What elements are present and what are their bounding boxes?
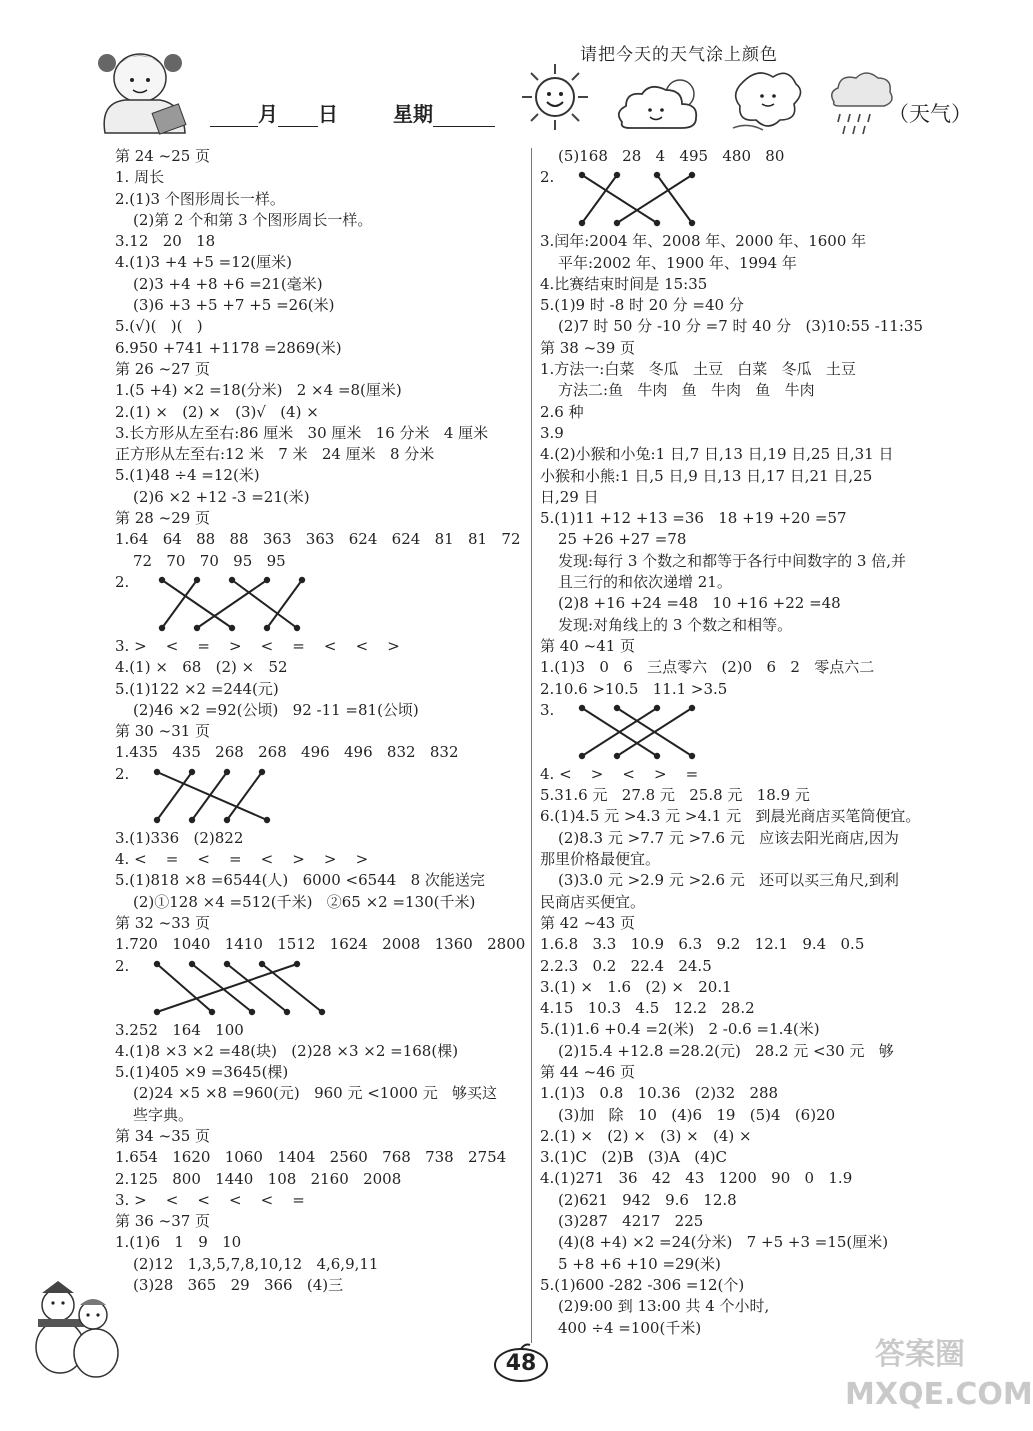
- page-number-text: 48: [505, 1351, 537, 1376]
- match-dot: [189, 817, 195, 823]
- answer-line: (2)3 +4 +8 +6 =21(毫米): [133, 274, 323, 293]
- match-dot: [284, 1008, 290, 1014]
- match-line: [162, 580, 197, 628]
- answer-line: 4.(2)小猴和小兔:1 日,7 日,13 日,19 日,25 日,31 日: [540, 445, 894, 464]
- answer-line: 正方形从左至右:12 米 7 米 24 厘米 8 分米: [115, 445, 435, 464]
- match-line: [192, 772, 227, 820]
- match-dot: [654, 172, 660, 178]
- match-dot: [689, 753, 695, 759]
- answer-line: 4. < = < = < > > >: [115, 850, 369, 869]
- answer-line: 3.(1) × 1.6 (2) × 20.1: [540, 977, 732, 996]
- rain-icon[interactable]: [826, 66, 896, 138]
- answer-line: 1.64 64 88 88 363 363 624 624 81 81 72: [115, 530, 521, 549]
- match-line: [192, 964, 252, 1012]
- watermark-text: 答案圈 MXQE.COM: [845, 1337, 1033, 1412]
- answer-line: 1.6.8 3.3 10.9 6.3 9.2 12.1 9.4 0.5: [540, 935, 865, 954]
- answer-line: 2.: [115, 764, 545, 828]
- answer-line: 且三行的和依次递增 21。: [558, 573, 732, 592]
- answer-line: 4.(1)271 36 42 43 1200 90 0 1.9: [540, 1169, 853, 1188]
- answer-line: 2.: [115, 956, 545, 1020]
- answer-line: 25 +26 +27 =78: [558, 530, 687, 549]
- match-dot: [264, 817, 270, 823]
- match-dot: [259, 960, 265, 966]
- match-line: [267, 580, 302, 628]
- answer-line: 些字典。: [133, 1105, 194, 1124]
- match-dot: [294, 625, 300, 631]
- answer-line: 日,29 日: [540, 487, 599, 506]
- section-heading: 第 44 ~46 页: [540, 1062, 636, 1081]
- match-dot: [154, 769, 160, 775]
- answer-line: 2.6 种: [540, 402, 584, 421]
- sun-icon[interactable]: [520, 62, 590, 132]
- match-dot: [249, 1008, 255, 1014]
- answer-line: 1. 周长: [115, 168, 165, 187]
- match-dot: [264, 625, 270, 631]
- match-dot: [224, 769, 230, 775]
- answer-line: 6.(1)4.5 元 >4.3 元 >4.1 元 到晨光商店买笔筒便宜。: [540, 807, 921, 826]
- answer-line: 3.闰年:2004 年、2008 年、2000 年、1600 年: [540, 232, 867, 251]
- weekday-blank[interactable]: [433, 106, 495, 127]
- match-dot: [229, 577, 235, 583]
- section-heading: 第 34 ~35 页: [115, 1126, 211, 1145]
- answer-line: 5 +8 +6 +10 =29(米): [558, 1254, 721, 1273]
- match-line: [657, 175, 692, 223]
- day-blank[interactable]: [278, 106, 318, 127]
- match-line: [582, 175, 657, 223]
- match-dot: [579, 705, 585, 711]
- answer-line: 2.(1) × (2) × (3)√ (4) ×: [115, 402, 319, 421]
- answer-line: (3)6 +3 +5 +7 +5 =26(米): [133, 296, 335, 315]
- match-line: [162, 580, 232, 628]
- answer-line: 1.435 435 268 268 496 496 832 832: [115, 743, 459, 762]
- partly-cloudy-icon[interactable]: [612, 72, 712, 134]
- answer-line: 1.方法一:白菜 冬瓜 土豆 白菜 冬瓜 土豆: [540, 360, 856, 379]
- section-heading: 第 30 ~31 页: [115, 722, 211, 741]
- answer-line: 平年:2002 年、1900 年、1994 年: [558, 253, 797, 272]
- snowman-illustration: [28, 1275, 128, 1380]
- answer-line: (4)(8 +4) ×2 =24(分米) 7 +5 +3 =15(厘米): [558, 1233, 889, 1252]
- answer-line: 3.12 20 18: [115, 232, 216, 251]
- answer-line: (2)7 时 50 分 -10 分 =7 时 40 分 (3)10:55 -11:35: [558, 317, 923, 336]
- answer-line: (2)8.3 元 >7.7 元 >7.6 元 应该去阳光商店,因为: [558, 828, 899, 847]
- match-line: [617, 175, 692, 223]
- page-header: [0, 0, 1000, 150]
- match-dot: [264, 577, 270, 583]
- match-dot: [189, 769, 195, 775]
- matching-diagram: [137, 956, 337, 1020]
- section-heading: 第 40 ~41 页: [540, 636, 636, 655]
- answer-line: 3. > < < < < =: [115, 1190, 305, 1209]
- match-dot: [159, 625, 165, 631]
- watermark: [845, 1335, 1033, 1425]
- date-fields: [210, 98, 495, 127]
- answer-line: 发现:对角线上的 3 个数之和相等。: [558, 615, 793, 634]
- answer-line: (2)15.4 +12.8 =28.2(元) 28.2 元 <30 元 够: [558, 1041, 894, 1060]
- answer-line: 5.(1)405 ×9 =3645(棵): [115, 1063, 289, 1082]
- matching-diagram: [562, 700, 702, 764]
- month-blank[interactable]: [210, 106, 258, 127]
- answer-line: 6.950 +741 +1178 =2869(米): [115, 338, 342, 357]
- match-dot: [579, 220, 585, 226]
- answer-line: 2.: [115, 572, 545, 636]
- answer-line: 400 ÷4 =100(千米): [558, 1318, 702, 1337]
- answer-line: 那里价格最便宜。: [540, 850, 661, 869]
- match-line: [227, 772, 262, 820]
- answer-line: 2.2.3 0.2 22.4 24.5: [540, 956, 712, 975]
- answer-line: 2.10.6 >10.5 11.1 >3.5: [540, 679, 728, 698]
- answer-line: 民商店买便宜。: [540, 892, 646, 911]
- match-dot: [294, 960, 300, 966]
- answer-line: 4.比赛结束时间是 15:35: [540, 274, 708, 293]
- answer-line: (2)621 942 9.6 12.8: [558, 1190, 737, 1209]
- section-heading: 第 42 ~43 页: [540, 913, 636, 932]
- answer-line: (3)287 4217 225: [558, 1212, 704, 1231]
- answer-line: 5.(1)48 ÷4 =12(米): [115, 466, 260, 485]
- answer-line: 3.252 164 100: [115, 1020, 244, 1039]
- answer-line: 5.(1)9 时 -8 时 20 分 =40 分: [540, 296, 744, 315]
- match-dot: [224, 817, 230, 823]
- match-dot: [654, 753, 660, 759]
- match-dot: [319, 1008, 325, 1014]
- match-dot: [159, 577, 165, 583]
- answer-line: 5.(1)600 -282 -306 =12(个): [540, 1275, 745, 1294]
- answer-line: 1.720 1040 1410 1512 1624 2008 1360 2800: [115, 935, 526, 954]
- answer-line: 5.(1)1.6 +0.4 =2(米) 2 -0.6 =1.4(米): [540, 1020, 820, 1039]
- match-dot: [194, 625, 200, 631]
- answer-line: 2.(1) × (2) × (3) × (4) ×: [540, 1126, 752, 1145]
- match-dot: [689, 705, 695, 711]
- match-dot: [154, 1008, 160, 1014]
- answer-line: 3. > < = > < = < < >: [115, 636, 400, 655]
- answer-line: 1.(5 +4) ×2 =18(分米) 2 ×4 =8(厘米): [115, 381, 402, 400]
- answer-line: 2.(1)3 个图形周长一样。: [115, 189, 285, 208]
- match-line: [157, 964, 297, 1012]
- month-label: 月: [258, 102, 278, 126]
- match-dot: [579, 172, 585, 178]
- answer-line: (2)6 ×2 +12 -3 =21(米): [133, 487, 310, 506]
- answer-line: 4. < > < > =: [540, 764, 699, 783]
- match-dot: [689, 220, 695, 226]
- weekday-label: 星期: [393, 102, 433, 126]
- answer-line: 4.(1) × 68 (2) × 52: [115, 658, 288, 677]
- girl-illustration: [85, 38, 205, 138]
- day-label: 日: [318, 102, 338, 126]
- answer-line: (2)24 ×5 ×8 =960(元) 960 元 <1000 元 够买这: [133, 1084, 498, 1103]
- weather-prompt: 请把今天的天气涂上颜色: [580, 45, 778, 65]
- weather-label: （天气）: [888, 102, 972, 126]
- answer-line: 5.(1)11 +12 +13 =36 18 +19 +20 =57: [540, 509, 847, 528]
- answer-line: 方法二:鱼 牛肉 鱼 牛肉 鱼 牛肉: [558, 381, 815, 400]
- match-dot: [579, 753, 585, 759]
- match-dot: [614, 172, 620, 178]
- answers-left-column: [115, 146, 545, 1296]
- answer-line: 4.(1)3 +4 +5 =12(厘米): [115, 253, 292, 272]
- match-dot: [614, 705, 620, 711]
- section-heading: 第 28 ~29 页: [115, 509, 211, 528]
- page-number: [492, 1343, 550, 1383]
- match-dot: [224, 960, 230, 966]
- answer-line: 5.(1)122 ×2 =244(元): [115, 679, 279, 698]
- match-dot: [654, 705, 660, 711]
- answer-line: (3)28 365 29 366 (4)三: [133, 1276, 344, 1295]
- answer-line: 2.125 800 1440 108 2160 2008: [115, 1169, 402, 1188]
- match-dot: [689, 172, 695, 178]
- answer-line: (2)8 +16 +24 =48 10 +16 +22 =48: [558, 594, 841, 613]
- answer-line: (2)9:00 到 13:00 共 4 个小时,: [558, 1297, 770, 1316]
- answer-line: 3.(1)C (2)B (3)A (4)C: [540, 1148, 728, 1167]
- answer-line: 3.(1)336 (2)822: [115, 828, 244, 847]
- match-dot: [194, 577, 200, 583]
- answer-line: 4.(1)8 ×3 ×2 =48(块) (2)28 ×3 ×2 =168(棵): [115, 1041, 459, 1060]
- answer-line: 3.: [540, 700, 970, 764]
- match-dot: [614, 753, 620, 759]
- match-line: [232, 580, 297, 628]
- section-heading: 第 26 ~27 页: [115, 359, 211, 378]
- match-dot: [154, 817, 160, 823]
- answer-line: 发现:每行 3 个数之和都等于各行中间数字的 3 倍,并: [558, 551, 906, 570]
- answer-line: 1.(1)3 0 6 三点零六 (2)0 6 2 零点六二: [540, 658, 875, 677]
- answer-line: 1.(1)6 1 9 10: [115, 1233, 242, 1252]
- answer-line: 4.15 10.3 4.5 12.2 28.2: [540, 999, 755, 1018]
- match-line: [157, 964, 212, 1012]
- answer-line: 5.31.6 元 27.8 元 25.8 元 18.9 元: [540, 786, 810, 805]
- section-heading: 第 24 ~25 页: [115, 147, 211, 165]
- match-dot: [614, 220, 620, 226]
- answer-line: (2)①128 ×4 =512(千米) ②65 ×2 =130(千米): [133, 892, 476, 911]
- answers-right-column: [540, 146, 970, 1339]
- match-line: [582, 175, 617, 223]
- matching-diagram: [562, 167, 702, 231]
- answer-line: 3.9: [540, 423, 564, 442]
- match-dot: [209, 1008, 215, 1014]
- section-heading: 第 32 ~33 页: [115, 913, 211, 932]
- column-divider: [531, 148, 532, 1343]
- match-line: [262, 964, 322, 1012]
- match-dot: [229, 625, 235, 631]
- matching-diagram: [137, 764, 287, 828]
- section-heading: 第 36 ~37 页: [115, 1212, 211, 1231]
- answer-line: 1.654 1620 1060 1404 2560 768 738 2754: [115, 1148, 507, 1167]
- answer-line: 72 70 70 95 95: [133, 551, 286, 570]
- match-dot: [299, 577, 305, 583]
- answer-line: (3)加 除 10 (4)6 19 (5)4 (6)20: [558, 1105, 836, 1124]
- windy-icon[interactable]: [728, 62, 808, 137]
- match-dot: [189, 960, 195, 966]
- match-dot: [154, 960, 160, 966]
- match-dot: [259, 769, 265, 775]
- matching-diagram: [137, 572, 327, 636]
- answer-line: (2)46 ×2 =92(公顷) 92 -11 =81(公顷): [133, 700, 419, 719]
- answer-line: 3.长方形从左至右:86 厘米 30 厘米 16 分米 4 厘米: [115, 423, 489, 442]
- section-heading: 第 38 ~39 页: [540, 338, 636, 357]
- answer-line: (5)168 28 4 495 480 80: [558, 147, 785, 165]
- match-dot: [654, 220, 660, 226]
- answer-line: 5.(√)( )( ): [115, 317, 203, 336]
- answer-line: 5.(1)818 ×8 =6544(人) 6000 <6544 8 次能送完: [115, 871, 485, 890]
- match-line: [197, 580, 267, 628]
- answer-line: (2)第 2 个和第 3 个图形周长一样。: [133, 210, 373, 229]
- answer-line: (3)3.0 元 >2.9 元 >2.6 元 还可以买三角尺,到利: [558, 871, 899, 890]
- answer-line: (2)12 1,3,5,7,8,10,12 4,6,9,11: [133, 1254, 379, 1273]
- answer-line: 2.: [540, 167, 970, 231]
- answer-line: 小猴和小熊:1 日,5 日,9 日,13 日,17 日,21 日,25: [540, 466, 873, 485]
- answer-line: 1.(1)3 0.8 10.36 (2)32 288: [540, 1084, 779, 1103]
